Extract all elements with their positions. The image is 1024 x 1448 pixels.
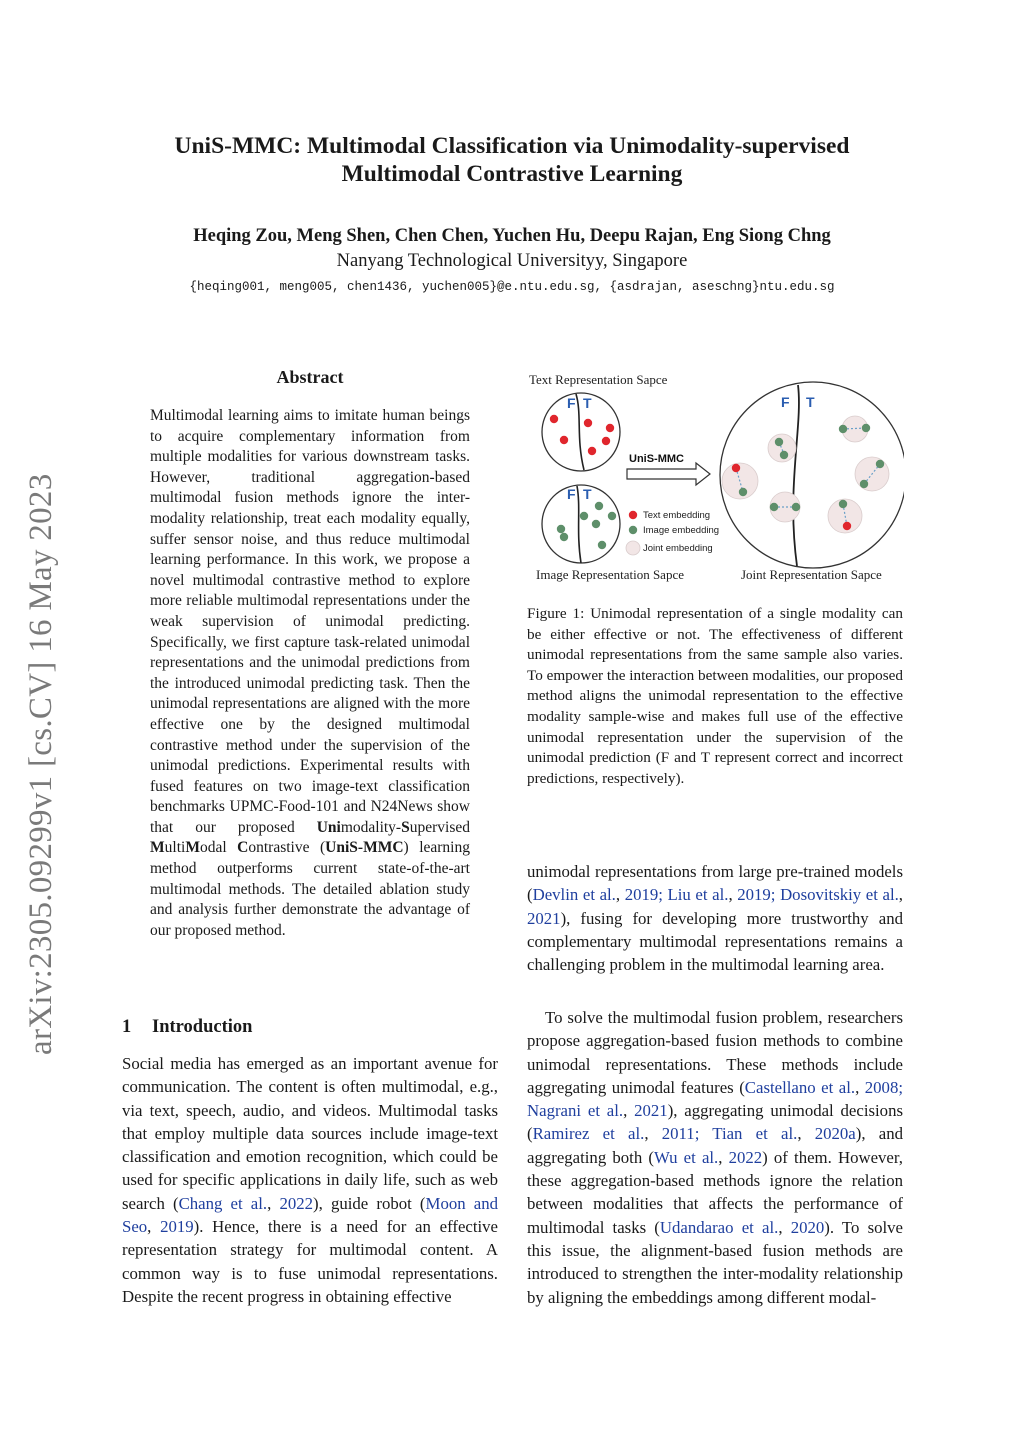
- image-embedding-dot: [608, 512, 616, 520]
- figure-1-caption: Figure 1: Unimodal representation of a single modality can be either effective or not. The effectiveness of different unimodal representations from the same sample also varies. To empower the interaction between modalities, our proposed method aligns the unimodal representation to the effective modality sample-wise and makes full use of the effective unimodal representation under the supervision of the unimodal prediction (F and T represent correct and incorrect predictions, respectively).: [527, 605, 903, 787]
- t-label: T: [806, 394, 815, 410]
- citation-link[interactable]: Udandarao et al.: [659, 1217, 779, 1237]
- citation-link[interactable]: 2019: [624, 885, 659, 905]
- body-text: ,: [778, 1217, 791, 1237]
- body-text: ;: [694, 1124, 713, 1144]
- title-line-2: Multimodal Contrastive Learning: [341, 161, 683, 187]
- figure-1: [524, 366, 904, 593]
- joint-embedding-pair: [828, 499, 862, 533]
- unis-mmc-label: UniS-MMC: [629, 453, 684, 465]
- body-text: unimodal representations from large pre-trained models (: [527, 862, 903, 905]
- author-list: Heqing Zou, Meng Shen, Chen Chen, Yuchen Hu, Deepu Rajan, Eng Siong Chng: [193, 226, 831, 246]
- citation-link[interactable]: Moon and Seo: [122, 1193, 498, 1237]
- t-label: T: [583, 486, 592, 502]
- image-space-label: Image Representation Sapce: [536, 567, 684, 582]
- arrow-icon: [627, 463, 710, 485]
- body-text: ;: [770, 885, 781, 905]
- body-text: ,: [797, 1124, 815, 1144]
- text-space-circle: [542, 393, 620, 471]
- abstract-heading: Abstract: [276, 367, 344, 387]
- body-text: Social media has emerged as an important avenue for communication. The content is often multimodal, e.g., via text, speech, audio, and videos. Multimodal tasks that employ multiple data sources include image-text classification and emotion recognition, which could be used for specific applications in daily life, such as web search (: [122, 1054, 498, 1213]
- text-embedding-dot: [584, 419, 592, 427]
- legend-joint-circle: [626, 541, 640, 555]
- legend-image-dot: [629, 526, 637, 534]
- arxiv-identifier: arXiv:2305.09299v1 [cs.CV] 16 May 2023: [23, 473, 59, 1055]
- joint-embedding-pair: [722, 463, 758, 499]
- body-text: ;: [898, 1077, 903, 1097]
- text-embedding-dot: [602, 437, 610, 445]
- citation-link[interactable]: 2022: [279, 1193, 314, 1213]
- figure-1-diagram: [524, 366, 904, 588]
- citation-link[interactable]: 2021: [527, 908, 561, 928]
- text-embedding-dot: [606, 424, 614, 432]
- f-label: F: [781, 394, 790, 410]
- joint-space-label: Joint Representation Sapce: [741, 567, 882, 582]
- body-text: ,: [718, 1147, 729, 1167]
- citation-link[interactable]: Wu et al.: [653, 1147, 719, 1167]
- citation-link[interactable]: 2020: [790, 1217, 825, 1237]
- image-embedding-dot: [598, 541, 606, 549]
- title-line-1: UniS-MMC: Multimodal Classification via Unimodality-supervised: [174, 133, 850, 159]
- body-text: To solve the multimodal fusion problem, researchers propose aggregation-based fusion methods to combine unimodal representations. These methods include aggregating unimodal features (: [527, 1008, 903, 1097]
- body-text: ). To solve this issue, the alignment-based fusion methods are introduced to strengthen the inter-modality relationship by aligning the embeddings among different modal-: [527, 1217, 904, 1307]
- abstract-text-tail: ) learning method outperforms current state-of-the-art multimodal methods. The detailed ablation study and analysis further demonstrate the advantage of our proposed method.: [150, 839, 470, 939]
- text-embedding-dot: [588, 447, 596, 455]
- method-name-part: S: [401, 818, 410, 836]
- body-text: ,: [623, 1101, 635, 1121]
- image-embedding-dot: [557, 525, 565, 533]
- body-text: ,: [147, 1217, 161, 1237]
- intro-paragraph-right-1: [527, 860, 903, 976]
- method-name-part: ulti: [164, 839, 186, 857]
- body-text: ), aggregating unimodal decisions (: [527, 1101, 903, 1144]
- body-text: ,: [267, 1193, 280, 1213]
- affiliation: Nanyang Technological Universityy, Singapore: [336, 251, 688, 271]
- paper-title: [112, 132, 912, 188]
- citation-link[interactable]: Devlin et al.: [532, 885, 616, 905]
- image-embedding-dot: [592, 520, 600, 528]
- citation-link[interactable]: 2019: [160, 1217, 194, 1237]
- legend-text-embedding: Text embedding: [643, 510, 711, 521]
- image-embedding-dot: [595, 502, 603, 510]
- method-name-part: M: [150, 839, 165, 857]
- method-name-part: Uni: [316, 818, 341, 836]
- method-name-part: modality-: [340, 818, 402, 836]
- joint-embedding-pair: [855, 457, 889, 491]
- email-list: {heqing001, meng005, chen1436, yuchen005}@e.ntu.edu.sg, {asdrajan, aseschng}ntu.edu.sg: [189, 280, 835, 294]
- text-embedding-dot: [550, 415, 558, 423]
- joint-embedding-pair: [768, 434, 796, 462]
- citation-link[interactable]: 2021: [634, 1101, 668, 1121]
- citation-link[interactable]: 2022: [728, 1147, 763, 1167]
- legend-text-dot: [629, 511, 637, 519]
- method-name-part: odal: [199, 839, 238, 857]
- body-text: ), fusing for developing more trustworthy and complementary multimodal representations remains a challenging problem in the multimodal learning area.: [527, 908, 903, 975]
- legend-image-embedding: Image embedding: [643, 525, 720, 536]
- citation-link[interactable]: 2008: [864, 1077, 899, 1097]
- citation-link[interactable]: Ramirez et al.: [532, 1124, 645, 1144]
- intro-paragraph-left: [122, 1052, 498, 1308]
- citation-link[interactable]: Liu et al.: [667, 885, 729, 905]
- body-text: ,: [855, 1077, 865, 1097]
- method-name-part: M: [185, 839, 200, 857]
- body-text: ;: [658, 885, 668, 905]
- section-number: 1: [122, 1017, 132, 1037]
- intro-paragraph-right-2: [527, 1006, 903, 1309]
- citation-link[interactable]: 2019: [737, 885, 771, 905]
- method-name-part: ontrastive (: [248, 839, 326, 857]
- body-text: ) of them. However, these aggregation-based methods ignore the relation between modalities that affects the performance of multimodal tasks (: [527, 1147, 903, 1237]
- method-name-part: C: [237, 839, 249, 857]
- citation-link[interactable]: Chang et al.: [178, 1193, 268, 1213]
- f-label: F: [567, 486, 576, 502]
- text-embedding-dot: [560, 436, 568, 444]
- body-text: ,: [615, 885, 625, 905]
- citation-link[interactable]: 2011: [661, 1124, 695, 1144]
- citation-link[interactable]: Nagrani et al.: [527, 1101, 624, 1121]
- image-space-circle: [542, 485, 620, 563]
- body-text: ), and aggregating both (: [527, 1124, 903, 1167]
- abstract-text: Multimodal learning aims to imitate human beings to acquire complementary information from multiple modalities for various downstream tasks. However, traditional aggregation-based multimodal fusion methods ignore the inter-modality relationship, treat each modality equally, suffer sensor noise, and thus reduce multimodal learning performance. In this work, we propose a novel multimodal contrastive method to explore more reliable multimodal representations under the weak supervision of unimodal predicting. Specifically, we first capture task-related unimodal representations and the unimodal predictions from the introduced unimodal predicting task. Then the unimodal representations are aligned with the more effective one by the designed multimodal contrastive method under the supervision of the unimodal predictions. Experimental results with fused features on two image-text classification benchmarks UPMC-Food-101 and N24News show that our proposed: [150, 407, 470, 836]
- f-label: F: [567, 395, 576, 411]
- body-text: ), guide robot (: [313, 1193, 426, 1213]
- citation-link[interactable]: Castellano et al.: [744, 1077, 856, 1097]
- body-text: ,: [644, 1124, 662, 1144]
- section-heading-introduction: [122, 1017, 252, 1038]
- body-text: ,: [728, 885, 738, 905]
- legend-joint-embedding: Joint embedding: [643, 543, 713, 554]
- image-embedding-dot: [560, 533, 568, 541]
- method-abbreviation: UniS-MMC: [325, 839, 404, 857]
- image-embedding-dot: [580, 512, 588, 520]
- abstract-body: [150, 406, 470, 941]
- body-text: ,: [898, 885, 903, 905]
- t-label: T: [583, 395, 592, 411]
- citation-link[interactable]: 2020a: [814, 1124, 856, 1144]
- section-title: Introduction: [152, 1017, 253, 1037]
- method-name-part: upervised: [409, 818, 470, 836]
- joint-embedding-pair: [770, 492, 800, 522]
- text-space-label: Text Representation Sapce: [529, 372, 668, 387]
- citation-link[interactable]: Tian et al.: [712, 1124, 798, 1144]
- body-text: ). Hence, there is a need for an effective representation strategy for multimodal content. A common way is to fuse unimodal representations. Despite the recent progress in obtaining effective: [122, 1217, 499, 1306]
- citation-link[interactable]: Dosovitskiy et al.: [780, 885, 899, 905]
